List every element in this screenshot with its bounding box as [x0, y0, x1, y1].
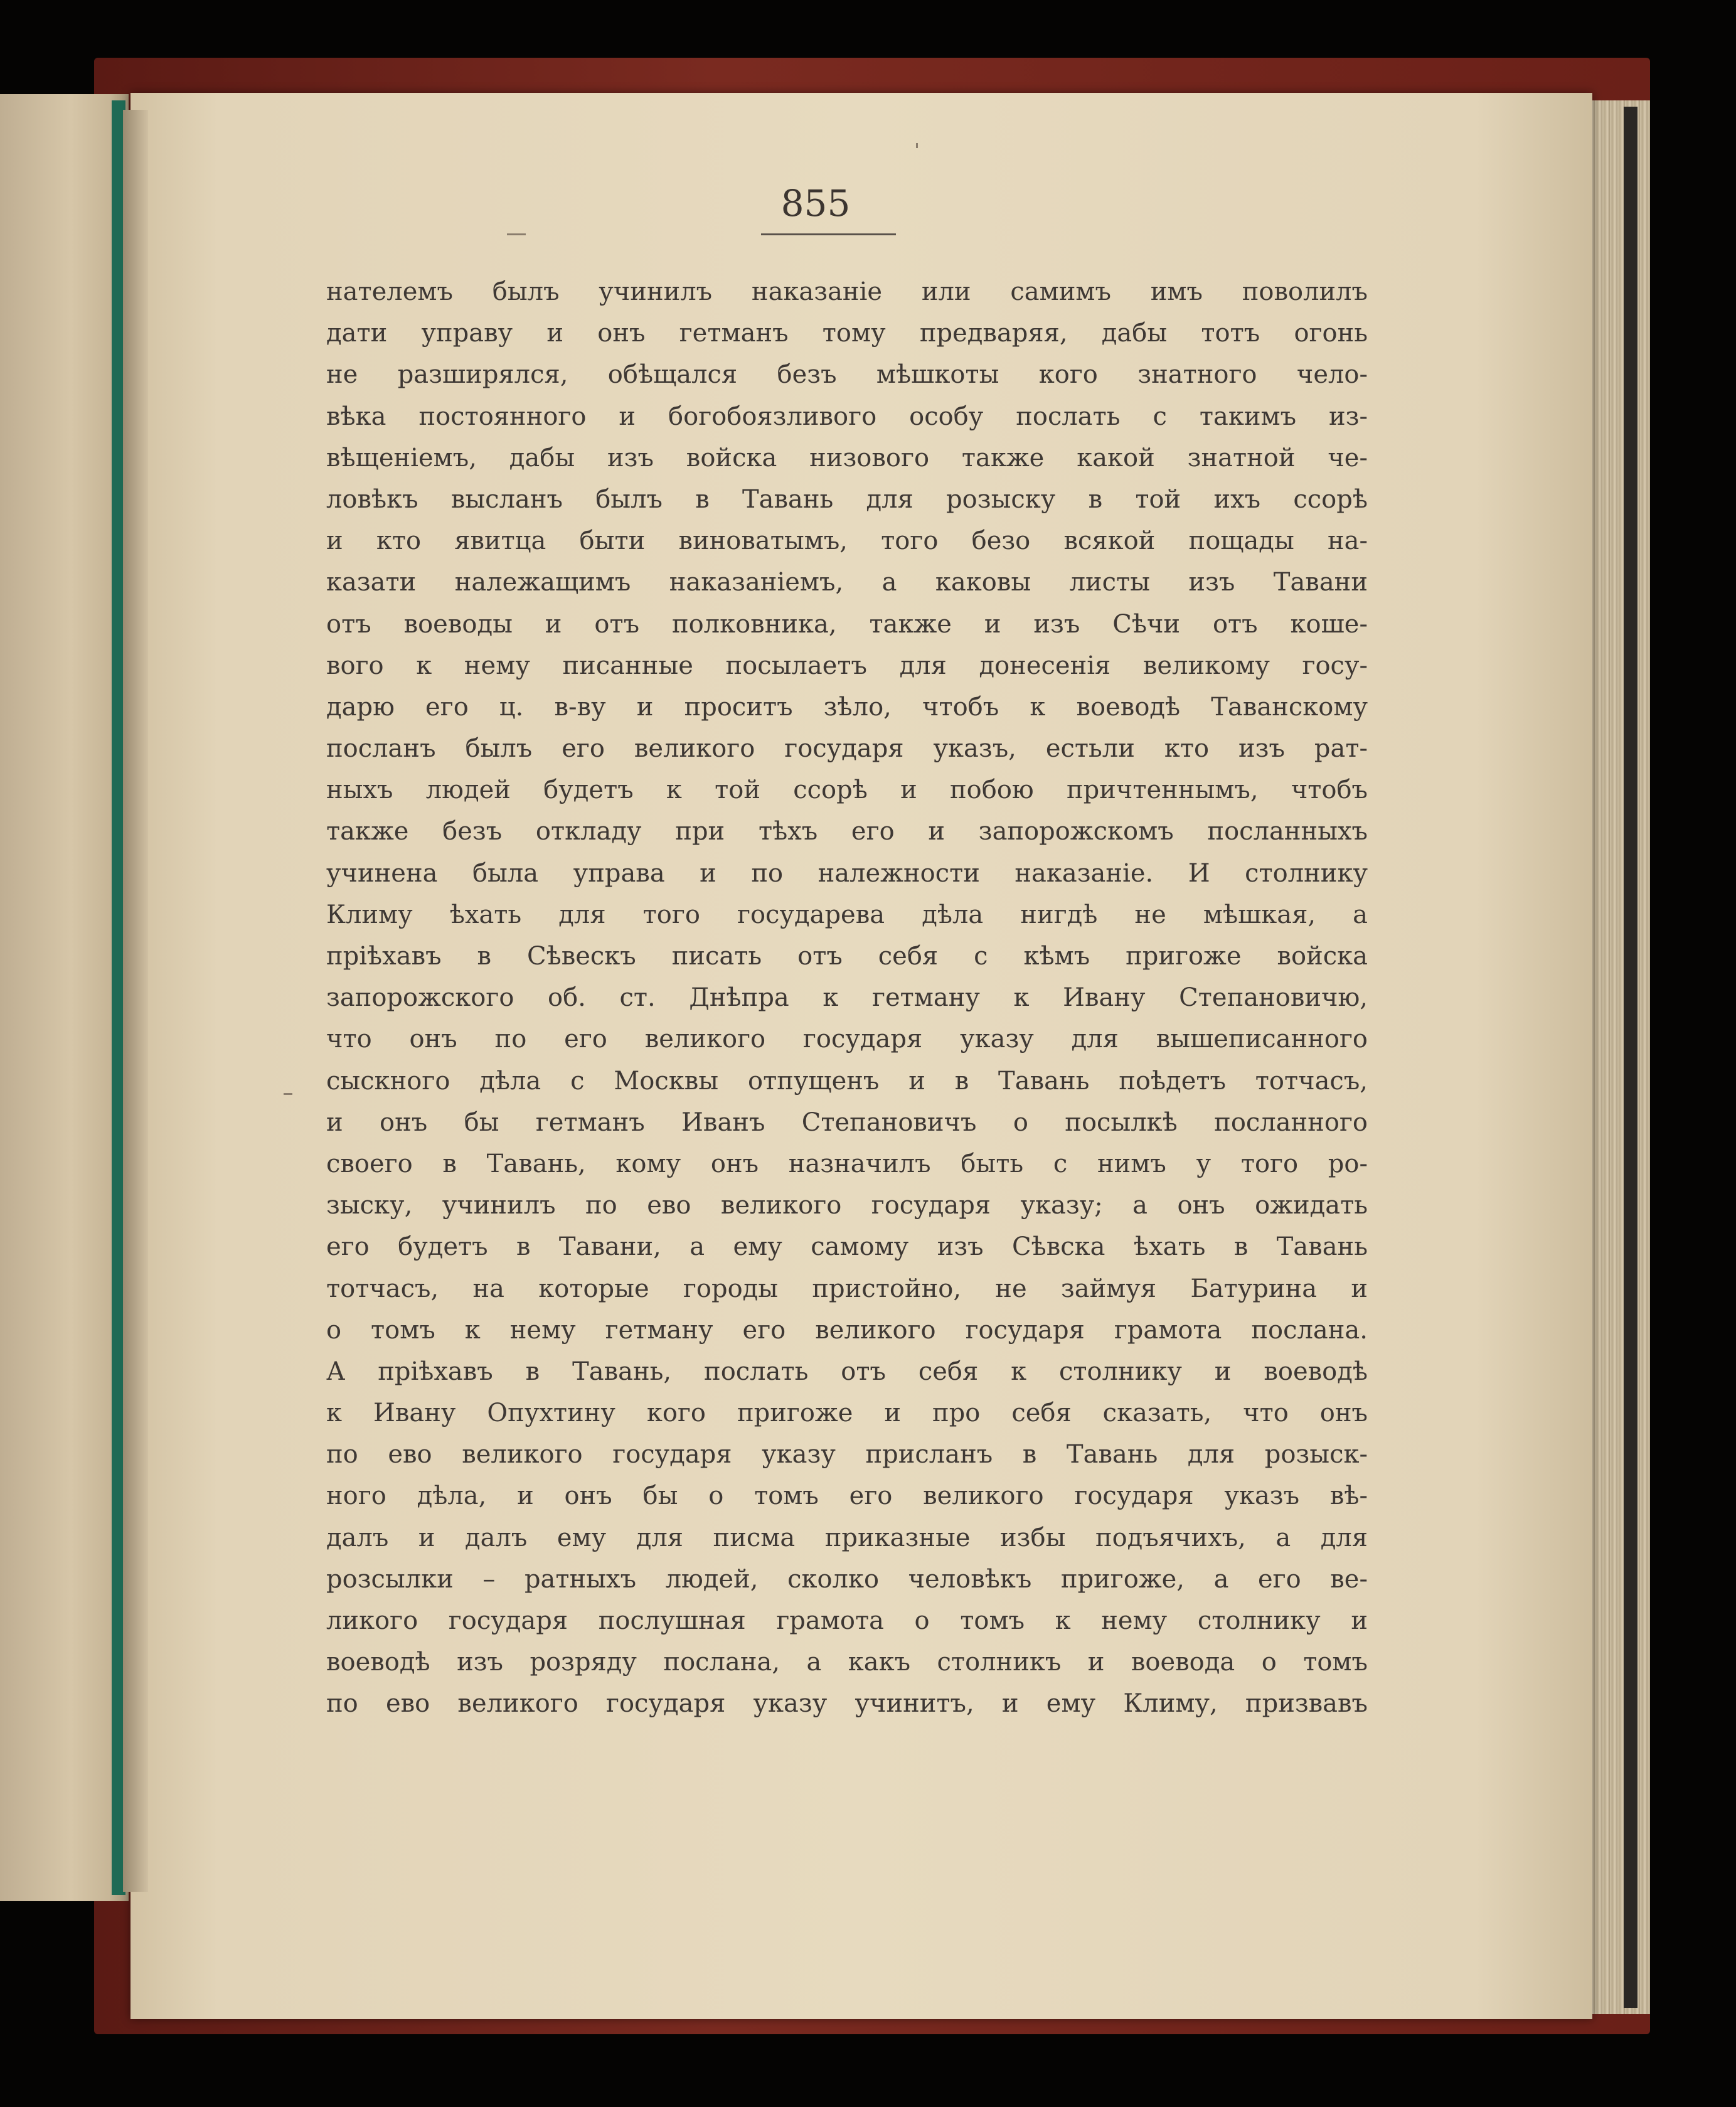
text-line: о томъ к нему гетману его великого государя грамота послана. [326, 1315, 1368, 1345]
text-line: запорожского об. ст. Днѣпра к гетману к Ивану Степановичю, [326, 983, 1368, 1013]
text-line: по ево великого государя указу присланъ в Тавань для розыск- [326, 1440, 1368, 1470]
text-line: посланъ былъ его великого государя указъ, естьли кто изъ рат- [326, 734, 1368, 764]
text-line: по ево великого государя указу учинитъ, и ему Климу, призвавъ [326, 1689, 1368, 1719]
ink-mark [916, 143, 918, 148]
text-line: его будетъ в Тавани, а ему самому изъ Сѣвска ѣхать в Тавань [326, 1232, 1368, 1262]
text-line: что онъ по его великого государя указу для вышеписанного [326, 1025, 1368, 1054]
text-line: ликого государя послушная грамота о томъ к нему столнику и [326, 1606, 1368, 1635]
text-line: вого к нему писанные посылаетъ для донесенія великому госу- [326, 651, 1368, 680]
text-line: нателемъ былъ учинилъ наказаніе или самимъ имъ поволилъ [326, 277, 1368, 306]
text-line: отъ воеводы и отъ полковника, также и изъ Сѣчи отъ коше- [326, 609, 1368, 639]
text-line: дарю его ц. в-ву и проситъ зѣло, чтобъ к воеводѣ Таванскому [326, 692, 1368, 722]
text-line: ного дѣла, и онъ бы о томъ его великого государя указъ вѣ- [326, 1481, 1368, 1511]
text-line: своего в Тавань, кому онъ назначилъ быть с нимъ у того ро- [326, 1149, 1368, 1178]
spine-shadow [1624, 107, 1637, 2008]
text-line: пріѣхавъ в Сѣвескъ писать отъ себя с кѣмъ пригоже войска [326, 942, 1368, 971]
text-line: казати належащимъ наказаніемъ, а каковы листы изъ Тавани [326, 568, 1368, 597]
body-text [326, 271, 1368, 1725]
text-line: ныхъ людей будетъ к той ссорѣ и побою причтеннымъ, чтобъ [326, 776, 1368, 805]
text-line: воеводѣ изъ розряду послана, а какъ столникъ и воевода о томъ [326, 1648, 1368, 1677]
page-number: 855 [780, 182, 851, 225]
text-line: также безъ откладу при тѣхъ его и запорожскомъ посланныхъ [326, 817, 1368, 846]
ink-mark [507, 233, 526, 235]
text-line: далъ и далъ ему для писма приказные избы подъячихъ, а для [326, 1523, 1368, 1552]
text-line: и онъ бы гетманъ Иванъ Степановичъ о посылкѣ посланного [326, 1107, 1368, 1137]
text-line: зыску, учинилъ по ево великого государя указу; а онъ ожидать [326, 1191, 1368, 1220]
text-line: розсылки – ратныхъ людей, сколко человѣкъ пригоже, а его ве- [326, 1564, 1368, 1594]
text-line: не разширялся, обѣщался безъ мѣшкоты кого знатного чело- [326, 360, 1368, 390]
text-line: сыскного дѣла с Москвы отпущенъ и в Тавань поѣдетъ тотчасъ, [326, 1066, 1368, 1096]
page-edges [1587, 100, 1650, 2014]
text-line: Климу ѣхать для того государева дѣла нигдѣ не мѣшкая, а [326, 900, 1368, 929]
text-line: А пріѣхавъ в Тавань, послать отъ себя к столнику и воеводѣ [326, 1357, 1368, 1386]
text-line: тотчасъ, на которые городы пристойно, не займуя Батурина и [326, 1274, 1368, 1303]
text-line: и кто явитца быти виноватымъ, того безо всякой пощады на- [326, 526, 1368, 556]
text-line: дати управу и онъ гетманъ тому предваряя, дабы тотъ огонь [326, 319, 1368, 348]
left-page [0, 94, 129, 1901]
text-line: к Ивану Опухтину кого пригоже и про себя сказать, что онъ [326, 1399, 1368, 1428]
page-number-rule [761, 233, 896, 235]
page-gutter [123, 110, 148, 1892]
text-line: вѣка постоянного и богобоязливого особу послать с такимъ из- [326, 402, 1368, 431]
text-line: вѣщеніемъ, дабы изъ войска низового также какой знатной че- [326, 443, 1368, 472]
text-line: учинена была управа и по належности наказаніе. И столнику [326, 858, 1368, 888]
ink-mark [284, 1093, 292, 1095]
text-line: ловѣкъ высланъ былъ в Тавань для розыску в той ихъ ссорѣ [326, 484, 1368, 514]
